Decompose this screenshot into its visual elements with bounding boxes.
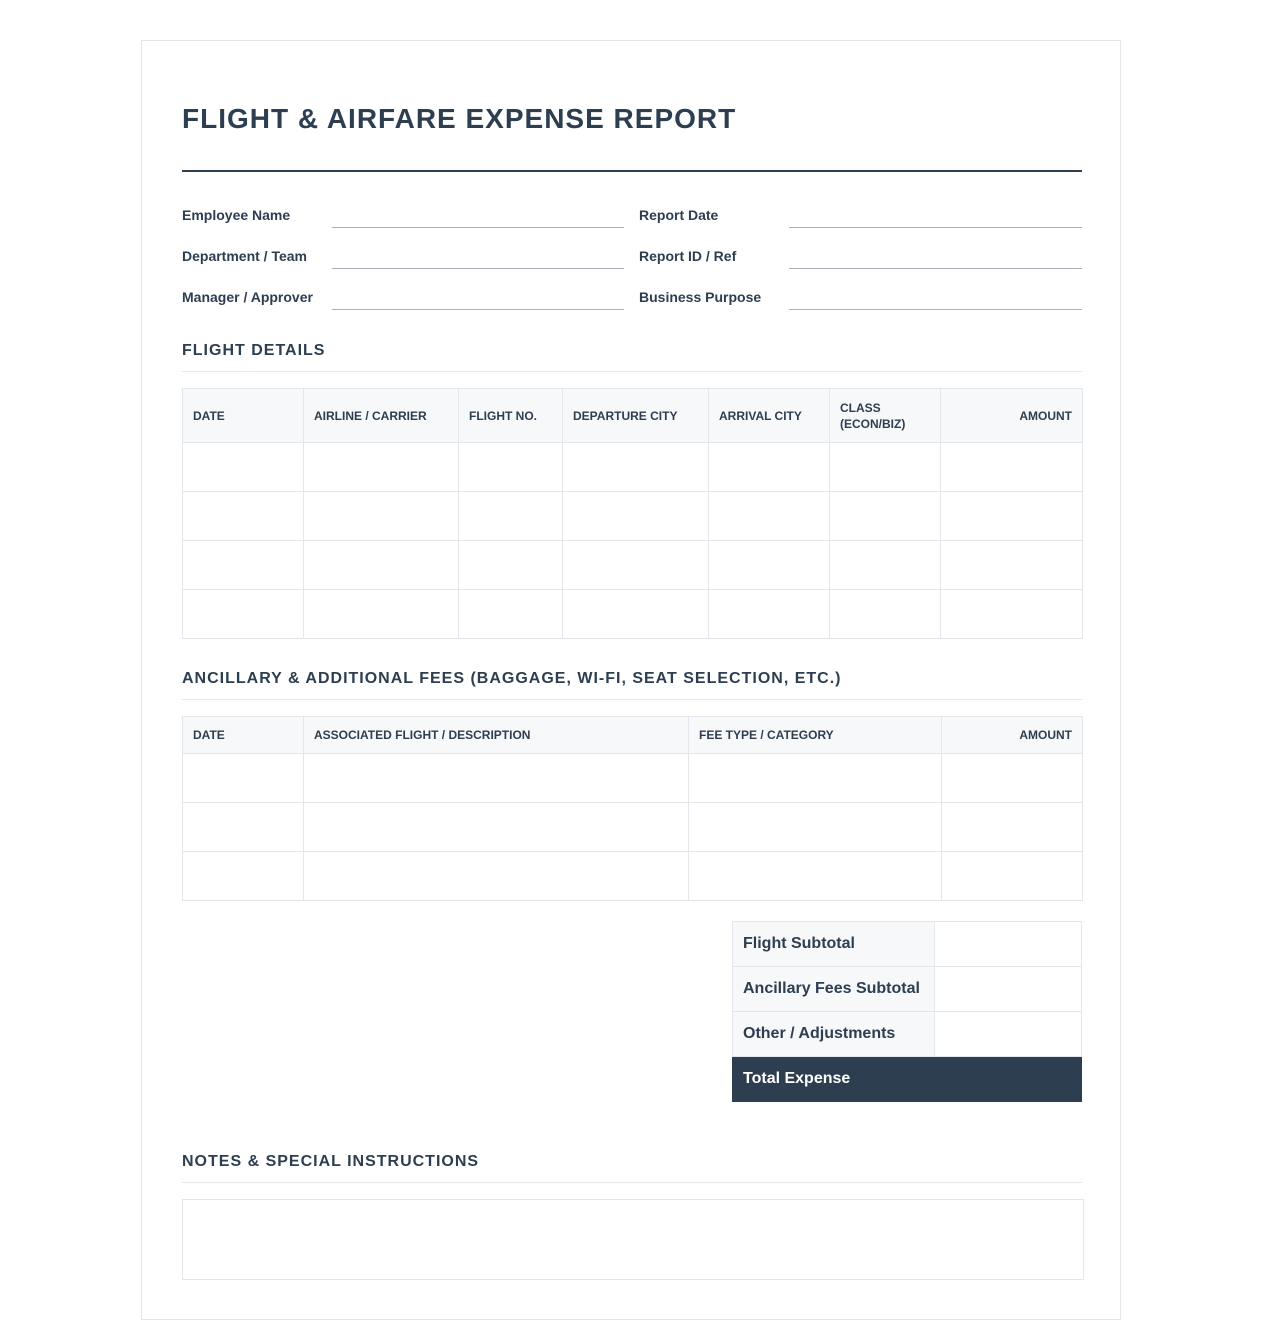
flight-details-table: [182, 388, 1083, 639]
flight-details-divider: [182, 371, 1082, 372]
business-purpose-field[interactable]: [789, 309, 1082, 310]
table-cell[interactable]: [304, 443, 459, 492]
col-associated-flight: ASSOCIATED FLIGHT / DESCRIPTION: [304, 717, 689, 754]
table-cell[interactable]: [830, 443, 941, 492]
other-adjustments-value[interactable]: [935, 1012, 1082, 1057]
table-cell[interactable]: [183, 590, 304, 639]
total-expense-value[interactable]: [935, 1057, 1082, 1102]
ancillary-subtotal-value[interactable]: [935, 967, 1082, 1012]
table-cell[interactable]: [709, 443, 830, 492]
title-divider: [182, 170, 1082, 172]
col-class: CLASS (ECON/BIZ): [830, 389, 941, 443]
table-cell[interactable]: [459, 590, 563, 639]
ancillary-fees-table: [182, 716, 1083, 901]
report-date-field[interactable]: [789, 227, 1082, 228]
col-flight-no: FLIGHT NO.: [459, 389, 563, 443]
table-cell[interactable]: [304, 492, 459, 541]
table-cell[interactable]: [563, 492, 709, 541]
table-row: [183, 443, 1083, 492]
col-departure-city: DEPARTURE CITY: [563, 389, 709, 443]
col-arrival-city: ARRIVAL CITY: [709, 389, 830, 443]
table-cell[interactable]: [563, 590, 709, 639]
table-cell[interactable]: [459, 541, 563, 590]
table-cell[interactable]: [304, 754, 689, 803]
table-row: [183, 754, 1083, 803]
col-fee-type: FEE TYPE / CATEGORY: [689, 717, 942, 754]
department-field[interactable]: [332, 268, 624, 269]
employee-name-field[interactable]: [332, 227, 624, 228]
table-cell[interactable]: [183, 754, 304, 803]
table-cell[interactable]: [459, 443, 563, 492]
table-cell[interactable]: [183, 803, 304, 852]
table-cell[interactable]: [709, 492, 830, 541]
report-id-label: Report ID / Ref: [639, 248, 737, 264]
notes-input[interactable]: [182, 1199, 1084, 1280]
table-row: [183, 492, 1083, 541]
table-cell[interactable]: [941, 492, 1083, 541]
table-cell[interactable]: [830, 492, 941, 541]
total-expense-label: Total Expense: [733, 1057, 935, 1102]
col-date: DATE: [183, 717, 304, 754]
report-title: FLIGHT & AIRFARE EXPENSE REPORT: [182, 103, 737, 134]
table-cell[interactable]: [941, 541, 1083, 590]
table-cell[interactable]: [689, 852, 942, 901]
table-cell[interactable]: [709, 541, 830, 590]
flight-header-row: [183, 389, 1083, 443]
table-cell[interactable]: [709, 590, 830, 639]
table-row: [183, 590, 1083, 639]
table-cell[interactable]: [304, 590, 459, 639]
report-page: [141, 40, 1121, 1320]
notes-title: NOTES & SPECIAL INSTRUCTIONS: [182, 1153, 480, 1170]
other-adjustments-label: Other / Adjustments: [733, 1012, 935, 1057]
flight-subtotal-label: Flight Subtotal: [733, 922, 935, 967]
col-amount: AMOUNT: [941, 389, 1083, 443]
table-cell[interactable]: [183, 541, 304, 590]
ancillary-header-row: [183, 717, 1083, 754]
table-cell[interactable]: [942, 852, 1083, 901]
business-purpose-label: Business Purpose: [639, 289, 762, 305]
table-row: [183, 541, 1083, 590]
col-date: DATE: [183, 389, 304, 443]
ancillary-subtotal-row: [733, 967, 1082, 1012]
notes-divider: [182, 1182, 1082, 1183]
col-amount: AMOUNT: [942, 717, 1083, 754]
ancillary-fees-title: ANCILLARY & ADDITIONAL FEES (BAGGAGE, WI-FI, SEAT SELECTION, ETC.): [182, 670, 842, 687]
table-cell[interactable]: [830, 541, 941, 590]
flight-details-title: FLIGHT DETAILS: [182, 342, 326, 359]
table-row: [183, 852, 1083, 901]
table-cell[interactable]: [942, 803, 1083, 852]
ancillary-fees-divider: [182, 699, 1082, 700]
report-date-label: Report Date: [639, 207, 719, 223]
table-cell[interactable]: [689, 754, 942, 803]
manager-label: Manager / Approver: [182, 289, 313, 305]
table-cell[interactable]: [304, 852, 689, 901]
flight-subtotal-value[interactable]: [935, 922, 1082, 967]
department-label: Department / Team: [182, 248, 307, 264]
table-cell[interactable]: [304, 803, 689, 852]
table-cell[interactable]: [183, 492, 304, 541]
ancillary-subtotal-label: Ancillary Fees Subtotal: [733, 967, 935, 1012]
totals-table: [732, 921, 1082, 1102]
manager-field[interactable]: [332, 309, 624, 310]
report-id-field[interactable]: [789, 268, 1082, 269]
table-cell[interactable]: [830, 590, 941, 639]
employee-name-label: Employee Name: [182, 207, 291, 223]
table-cell[interactable]: [563, 541, 709, 590]
table-cell[interactable]: [941, 590, 1083, 639]
table-cell[interactable]: [941, 443, 1083, 492]
other-adjustments-row: [733, 1012, 1082, 1057]
table-row: [183, 803, 1083, 852]
total-expense-row: [733, 1057, 1082, 1102]
table-cell[interactable]: [183, 852, 304, 901]
table-cell[interactable]: [563, 443, 709, 492]
col-airline: AIRLINE / CARRIER: [304, 389, 459, 443]
table-cell[interactable]: [459, 492, 563, 541]
table-cell[interactable]: [942, 754, 1083, 803]
table-cell[interactable]: [304, 541, 459, 590]
flight-subtotal-row: [733, 922, 1082, 967]
table-cell[interactable]: [183, 443, 304, 492]
table-cell[interactable]: [689, 803, 942, 852]
